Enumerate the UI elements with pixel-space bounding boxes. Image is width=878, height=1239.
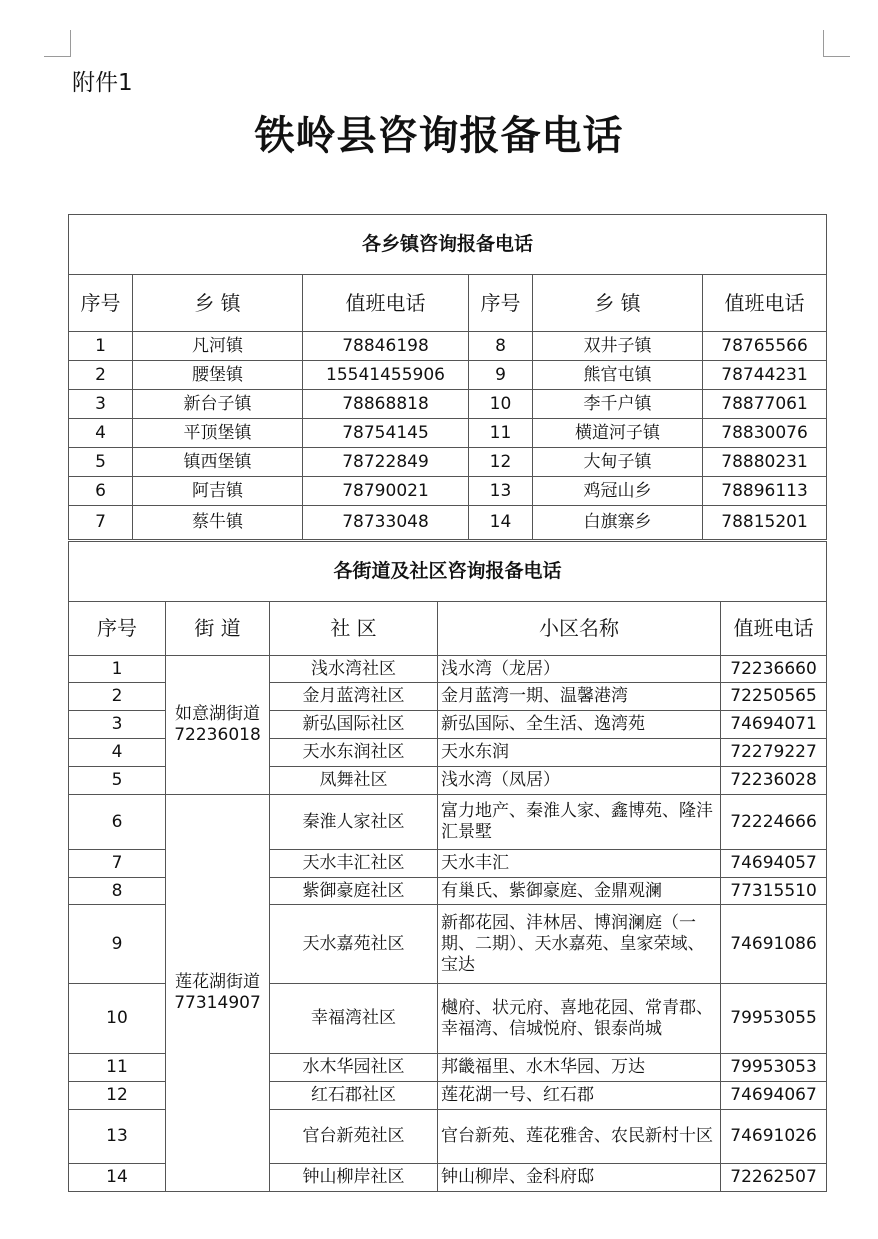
district-cell: [166, 656, 270, 795]
cell: 3: [69, 390, 133, 419]
district-name: 如意湖街道: [175, 704, 260, 724]
table-row: [69, 361, 827, 390]
cell: 腰堡镇: [133, 361, 303, 390]
cell: 水木华园社区: [270, 1054, 438, 1082]
cell: 1: [69, 656, 166, 683]
cell: 樾府、状元府、喜地花园、常青郡、幸福湾、信城悦府、银泰尚城: [438, 984, 721, 1054]
cell: 14: [469, 506, 533, 540]
streets-table: [68, 541, 827, 1192]
cell: 72236660: [721, 656, 827, 683]
cell: 72262507: [721, 1164, 827, 1192]
cell: 天水丰汇社区: [270, 850, 438, 878]
cell: 新台子镇: [133, 390, 303, 419]
cell: 富力地产、秦淮人家、鑫博苑、隆沣汇景墅: [438, 795, 721, 850]
cell: 78880231: [703, 448, 827, 477]
cell: 鸡冠山乡: [533, 477, 703, 506]
district-phone: 72236018: [174, 725, 261, 745]
towns-section-title: 各乡镇咨询报备电话: [69, 215, 827, 275]
cell: 8: [469, 332, 533, 361]
header-cell: 街 道: [166, 602, 270, 656]
cell: 78846198: [303, 332, 469, 361]
cell: 大甸子镇: [533, 448, 703, 477]
district-phone: 77314907: [174, 993, 261, 1013]
district-name: 莲花湖街道: [175, 972, 260, 992]
cell: 78830076: [703, 419, 827, 448]
cell: 78722849: [303, 448, 469, 477]
cell: 幸福湾社区: [270, 984, 438, 1054]
cell: 紫御豪庭社区: [270, 878, 438, 905]
cell: 官台新苑、莲花雅舍、农民新村十区: [438, 1110, 721, 1164]
table-row: [69, 656, 827, 683]
cell: 白旗寨乡: [533, 506, 703, 540]
cell: 10: [469, 390, 533, 419]
cell: 官台新苑社区: [270, 1110, 438, 1164]
cell: 天水嘉苑社区: [270, 905, 438, 984]
cell: 双井子镇: [533, 332, 703, 361]
header-cell: 值班电话: [721, 602, 827, 656]
cell: 8: [69, 878, 166, 905]
cell: 13: [469, 477, 533, 506]
cell: 78790021: [303, 477, 469, 506]
cell: 14: [69, 1164, 166, 1192]
cell: 72250565: [721, 683, 827, 711]
cell: 79953055: [721, 984, 827, 1054]
cell: 5: [69, 767, 166, 795]
cell: 金月蓝湾一期、温馨港湾: [438, 683, 721, 711]
cell: 79953053: [721, 1054, 827, 1082]
table-row: [69, 795, 827, 850]
cell: 72236028: [721, 767, 827, 795]
header-cell: 小区名称: [438, 602, 721, 656]
cell: 蔡牛镇: [133, 506, 303, 540]
streets-header-row: [69, 602, 827, 656]
cell: 9: [469, 361, 533, 390]
cell: 金月蓝湾社区: [270, 683, 438, 711]
cell: 12: [69, 1082, 166, 1110]
cell: 浅水湾社区: [270, 656, 438, 683]
cell: 78754145: [303, 419, 469, 448]
cell: 4: [69, 419, 133, 448]
cell: 74691026: [721, 1110, 827, 1164]
cell: 11: [69, 1054, 166, 1082]
cell: 镇西堡镇: [133, 448, 303, 477]
cell: 1: [69, 332, 133, 361]
cell: 5: [69, 448, 133, 477]
cell: 13: [69, 1110, 166, 1164]
cell: 平顶堡镇: [133, 419, 303, 448]
cell: 2: [69, 683, 166, 711]
cell: 4: [69, 739, 166, 767]
cell: 有巢氏、紫御豪庭、金鼎观澜: [438, 878, 721, 905]
towns-header-row: [69, 275, 827, 332]
header-cell: 乡 镇: [133, 275, 303, 332]
cell: 李千户镇: [533, 390, 703, 419]
cell: 6: [69, 477, 133, 506]
cell: 横道河子镇: [533, 419, 703, 448]
table-row: [69, 390, 827, 419]
towns-table: [68, 214, 827, 540]
crop-mark-top-left: [44, 30, 71, 57]
cell: 天水东润社区: [270, 739, 438, 767]
cell: 7: [69, 506, 133, 540]
table-row: [69, 506, 827, 540]
cell: 74694057: [721, 850, 827, 878]
cell: 78744231: [703, 361, 827, 390]
cell: 12: [469, 448, 533, 477]
cell: 凤舞社区: [270, 767, 438, 795]
cell: 78765566: [703, 332, 827, 361]
cell: 78868818: [303, 390, 469, 419]
district-cell: [166, 795, 270, 1192]
table-row: [69, 419, 827, 448]
cell: 3: [69, 711, 166, 739]
cell: 78896113: [703, 477, 827, 506]
cell: 新弘国际、全生活、逸湾苑: [438, 711, 721, 739]
cell: 78815201: [703, 506, 827, 540]
cell: 钟山柳岸社区: [270, 1164, 438, 1192]
crop-mark-top-right: [823, 30, 850, 57]
header-cell: 序号: [469, 275, 533, 332]
header-cell: 乡 镇: [533, 275, 703, 332]
cell: 7: [69, 850, 166, 878]
cell: 74691086: [721, 905, 827, 984]
cell: 阿吉镇: [133, 477, 303, 506]
cell: 78733048: [303, 506, 469, 540]
table-row: [69, 448, 827, 477]
cell: 77315510: [721, 878, 827, 905]
cell: 72279227: [721, 739, 827, 767]
cell: 6: [69, 795, 166, 850]
cell: 10: [69, 984, 166, 1054]
cell: 莲花湖一号、红石郡: [438, 1082, 721, 1110]
cell: 72224666: [721, 795, 827, 850]
table-row: [69, 477, 827, 506]
cell: 凡河镇: [133, 332, 303, 361]
cell: 15541455906: [303, 361, 469, 390]
cell: 天水东润: [438, 739, 721, 767]
cell: 熊官屯镇: [533, 361, 703, 390]
cell: 2: [69, 361, 133, 390]
cell: 74694067: [721, 1082, 827, 1110]
cell: 新都花园、沣林居、博润澜庭（一期、二期）、天水嘉苑、皇家荣域、宝达: [438, 905, 721, 984]
header-cell: 社 区: [270, 602, 438, 656]
cell: 11: [469, 419, 533, 448]
cell: 新弘国际社区: [270, 711, 438, 739]
header-cell: 值班电话: [303, 275, 469, 332]
header-cell: 序号: [69, 602, 166, 656]
header-cell: 值班电话: [703, 275, 827, 332]
cell: 78877061: [703, 390, 827, 419]
cell: 9: [69, 905, 166, 984]
attachment-label: 附件1: [72, 70, 133, 96]
page-title: 铁岭县咨询报备电话: [254, 113, 624, 159]
streets-section-title: 各街道及社区咨询报备电话: [69, 542, 827, 602]
header-cell: 序号: [69, 275, 133, 332]
table-row: [69, 332, 827, 361]
cell: 浅水湾（龙居）: [438, 656, 721, 683]
cell: 浅水湾（凤居）: [438, 767, 721, 795]
cell: 邦畿福里、水木华园、万达: [438, 1054, 721, 1082]
cell: 红石郡社区: [270, 1082, 438, 1110]
cell: 天水丰汇: [438, 850, 721, 878]
cell: 74694071: [721, 711, 827, 739]
cell: 秦淮人家社区: [270, 795, 438, 850]
cell: 钟山柳岸、金科府邸: [438, 1164, 721, 1192]
